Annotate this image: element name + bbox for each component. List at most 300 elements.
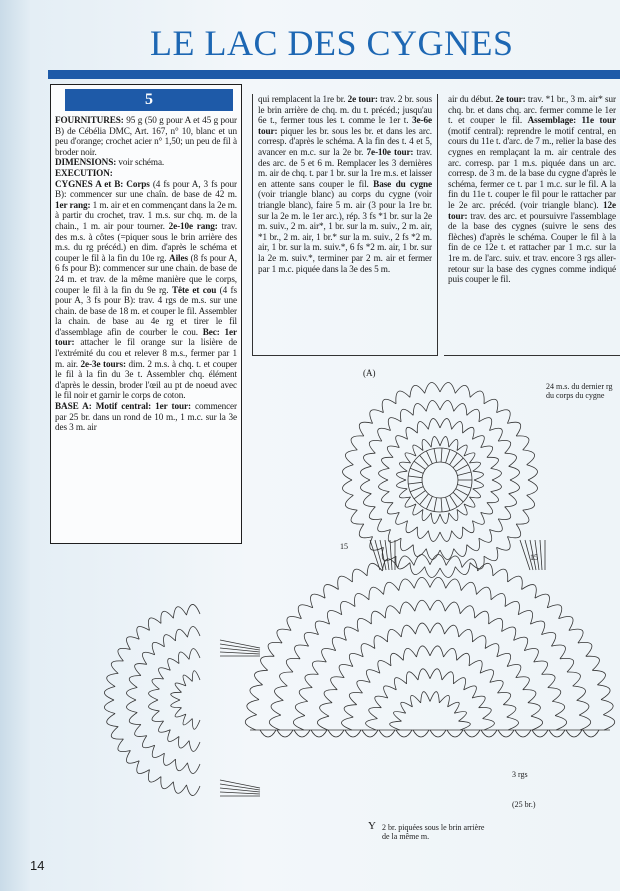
- motif-arc: [463, 427, 474, 439]
- diagram-number-right: 15: [530, 553, 538, 562]
- left-fan-arc: [192, 671, 200, 682]
- left-fan-arc: [118, 739, 131, 752]
- motif-arc: [505, 453, 517, 466]
- fan-arc: [293, 716, 305, 730]
- motif-arc: [343, 465, 354, 480]
- fan-arc: [317, 716, 329, 730]
- motif-arc: [467, 409, 480, 422]
- fan-arc: [371, 611, 385, 624]
- motif-arc: [509, 466, 520, 480]
- fan-arc: [286, 658, 300, 672]
- fan-arc: [315, 621, 329, 635]
- heading-body: CYGNES A et B: Corps: [55, 178, 150, 189]
- fan-arc: [459, 629, 473, 642]
- fan-arc: [459, 721, 471, 730]
- motif-stitch: [426, 451, 432, 464]
- fan-arc: [535, 594, 550, 608]
- fan-arc: [400, 602, 415, 614]
- text-row1: 1 m. air et en commençant dans la 2e m. à partir du crochet, trav. 1 m.s. sur chq. m. de la chain., 1 m. air pour tourner.: [55, 199, 237, 231]
- fan-arc: [430, 577, 446, 588]
- motif-arc: [369, 507, 382, 520]
- motif-arc: [382, 457, 394, 468]
- left-fan-arc: [183, 675, 192, 686]
- motif-stitch: [420, 455, 429, 466]
- fan-lower-arc: [532, 730, 548, 737]
- left-fan-arc: [126, 637, 139, 650]
- fan-arc: [269, 715, 281, 730]
- fan-arc: [374, 636, 388, 649]
- fan-arc: [552, 701, 564, 715]
- left-fan-arc: [148, 770, 161, 783]
- fan-arc: [514, 637, 528, 650]
- instructions-column-2: [252, 94, 438, 356]
- motif-arc: [396, 436, 408, 448]
- motif-stitch: [450, 495, 458, 507]
- fan-arc: [416, 623, 431, 634]
- left-fan-arc: [137, 761, 150, 774]
- fan-arc: [295, 645, 309, 659]
- motif-arc: [397, 480, 408, 489]
- fan-arc: [453, 678, 465, 690]
- heading-execution: EXECUTION:: [55, 167, 113, 178]
- motif-arc: [497, 410, 511, 424]
- fan-arc: [505, 601, 519, 614]
- connector-line: [520, 540, 530, 570]
- fan-arc: [478, 563, 493, 576]
- left-fan-arc: [104, 687, 115, 701]
- left-fan-arc: [129, 676, 141, 688]
- motif-arc: [400, 409, 413, 422]
- motif-arc: [410, 385, 425, 397]
- fan-arc: [445, 602, 460, 614]
- motif-arc: [490, 428, 503, 441]
- fan-arc: [430, 646, 444, 657]
- fan-arc: [261, 656, 275, 670]
- left-fan-arc: [149, 689, 160, 700]
- heading-col3-round2: 2e tour:: [495, 94, 526, 104]
- fan-arc: [577, 700, 589, 715]
- motif-arc: [481, 503, 493, 514]
- fan-arc: [414, 577, 430, 588]
- fan-lower-arc: [566, 730, 582, 737]
- connector-line: [385, 540, 389, 570]
- motif-arc: [491, 468, 502, 480]
- fan-arc: [277, 629, 291, 643]
- motif-arc: [426, 401, 440, 412]
- left-fan-arc: [192, 719, 200, 730]
- motif-arc: [363, 494, 375, 507]
- motif-arc: [388, 418, 401, 431]
- motif-arc: [473, 480, 484, 489]
- fan-arc: [344, 627, 358, 640]
- fan-arc: [384, 582, 399, 594]
- assembly-connectors: [220, 540, 545, 796]
- left-fan-arc: [164, 753, 176, 765]
- motif-arc: [472, 512, 484, 524]
- fan-arc: [516, 677, 530, 690]
- fan-arc: [446, 556, 462, 568]
- paragraph-col2-a: [258, 94, 432, 274]
- motif-arc: [399, 489, 410, 498]
- motif-arc: [440, 419, 452, 430]
- left-swan-fan: [104, 604, 200, 795]
- motif-arc: [422, 439, 431, 450]
- left-fan-arc: [175, 708, 186, 717]
- motif-arc: [406, 521, 417, 533]
- left-fan-arc: [126, 688, 137, 701]
- fan-lower-arc: [464, 730, 480, 737]
- motif-arc: [469, 489, 480, 498]
- motif-stitch: [434, 498, 437, 512]
- motif-arc: [449, 509, 458, 520]
- left-fan-arc: [187, 604, 201, 615]
- motif-arc: [498, 507, 511, 520]
- fan-arc: [469, 660, 482, 673]
- connector-line: [220, 648, 260, 652]
- fan-arc: [366, 719, 378, 730]
- fan-arc: [567, 672, 580, 686]
- text-head-neck: (4 fs pour A, 3 fs pour B): trav. 4 rgs de m.s. sur une chain. de base de 18 m. et couper le fil. Assembler la chain. de base au 4e rg et tirer le fil d'assemblage afin de courber le cou.: [55, 284, 237, 337]
- fan-arc: [507, 717, 519, 730]
- text-wings: (8 fs pour A, 6 fs pour B): commencer sur une chain. de base de 24 m. et trav. de la même manière que le corps, couper le fil à la fin du 9e rg.: [55, 252, 237, 295]
- swan-base-fan: [245, 555, 614, 737]
- fan-arc: [255, 670, 268, 685]
- fan-lower-arc: [515, 730, 531, 737]
- fan-arc: [332, 637, 346, 650]
- motif-arc: [490, 519, 503, 532]
- heading-rounds7-10: 7e-10e tour:: [366, 146, 414, 157]
- left-fan-arc: [142, 652, 154, 664]
- heading-rounds3-6: 3e-6e tour:: [258, 115, 432, 136]
- motif-arc: [410, 563, 425, 575]
- fan-arc: [324, 585, 339, 599]
- left-fan-arc: [135, 664, 147, 676]
- fan-arc: [355, 593, 369, 606]
- fan-arc: [503, 705, 516, 717]
- motif-stitch: [410, 487, 423, 492]
- left-fan-arc: [171, 700, 182, 708]
- motif-stitch: [408, 476, 422, 478]
- fan-arc: [390, 653, 403, 665]
- heading-base: BASE A: Motif central: 1er tour:: [55, 401, 191, 412]
- left-fan-arc: [173, 782, 186, 793]
- motif-arc: [469, 462, 480, 471]
- paragraph-supplies: [55, 115, 237, 157]
- heading-round2: 2e tour:: [347, 94, 378, 104]
- motif-arc: [370, 410, 384, 424]
- fan-arc: [603, 715, 614, 730]
- fan-lower-arc: [413, 730, 429, 737]
- text-rows2-10: trav. des m.s. à côtes (=piquer sous le brin arrière des m.s. du rg précéd.) en dim. d'après le schéma et couper le fil à la fin du 10e rg.: [55, 220, 238, 263]
- motif-stitch: [457, 472, 471, 476]
- motif-arc: [454, 545, 467, 557]
- motif-stitch: [426, 496, 432, 509]
- fan-arc: [480, 670, 493, 683]
- fan-arc: [421, 692, 430, 703]
- fan-arc: [457, 653, 470, 665]
- fan-arc: [247, 700, 259, 715]
- left-fan-arc: [188, 763, 201, 774]
- fan-arc: [523, 690, 536, 703]
- motif-arc: [484, 547, 498, 560]
- fan-arc: [430, 600, 445, 611]
- page-number: 14: [30, 858, 45, 873]
- motif-arc: [428, 419, 440, 430]
- left-fan-arc: [111, 661, 123, 674]
- fan-arc: [268, 642, 282, 656]
- fan-lower-arc: [583, 730, 599, 737]
- motif-arc: [425, 383, 440, 394]
- left-fan-arc: [187, 785, 201, 796]
- motif-arc: [378, 519, 391, 532]
- motif-stitch: [410, 468, 423, 473]
- left-fan-arc: [118, 648, 131, 661]
- fan-arc: [542, 674, 555, 687]
- fan-arc: [479, 708, 492, 719]
- text-beak-rounds: dim. 2 m.s. à chq. t. et couper le fil à la fin du 3e t. Assembler chq. élément d'après le dessin, broder l'œil au pt de noeud avec le fil noir et garnir le corps de coton.: [55, 358, 237, 401]
- fan-arc: [349, 653, 363, 666]
- fan-arc: [489, 618, 503, 631]
- motif-stitch: [456, 465, 468, 472]
- fan-arc: [502, 627, 516, 640]
- fan-arc: [528, 703, 540, 717]
- pattern-number-badge: 5: [65, 89, 233, 111]
- motif-arc: [487, 492, 499, 503]
- left-fan-arc: [188, 626, 201, 637]
- motif-arc: [396, 391, 410, 404]
- paragraph-col3-a: [448, 94, 616, 285]
- fan-arc: [385, 606, 400, 618]
- motif-arc: [417, 527, 428, 539]
- text-rounds7-10: trav. des arc. de 5 et 6 m. Remplacer les 3 dernières m. air de chq. t. par 1 br. sur la 1re m.s. et laisser en attente sans couper le fil.: [258, 146, 432, 189]
- motif-stitch: [434, 449, 437, 463]
- fan-arc: [369, 587, 384, 600]
- connector-line: [220, 788, 260, 792]
- motif-arc: [484, 399, 498, 412]
- motif-stitch: [453, 458, 463, 468]
- fan-arc: [444, 648, 457, 660]
- fan-arc: [406, 672, 418, 684]
- fan-arc: [454, 712, 466, 722]
- motif-arc: [509, 480, 520, 494]
- fan-arc: [530, 621, 544, 635]
- motif-arc: [343, 480, 354, 495]
- fan-lower-arc: [362, 730, 378, 737]
- motif-arc: [351, 436, 364, 450]
- fan-arc: [573, 686, 586, 700]
- central-motif-flower: [343, 383, 538, 578]
- motif-arc: [481, 446, 493, 457]
- text-body: (4 fs pour A, 3 fs pour B): commencer sur une chaîn. de base de 42 m.: [55, 178, 238, 200]
- fan-arc: [439, 695, 449, 707]
- heading-swan-base: Base du cygne: [373, 178, 432, 189]
- text-assembly: (motif central): reprendre le motif central, en cours du 11e t. d'arc. de 7 m., relier la base des cygnes en remplaçant la m. air centrale des arc. corresp. par 1 m.s. piquée dans un arc. corresp. de 3 m. de la base du cygne d'après le schéma, fermer ce t. par 1 m.c. sur le fil. A la fin du 11e t. couper le fil pour le rattacher par le 2e arc. précéd. (voir triangle blanc).: [448, 125, 616, 210]
- fan-arc: [305, 674, 318, 687]
- fan-arc: [344, 705, 357, 717]
- text-rounds3-6: piquer les br. sous les br. et dans les arc. corresp. d'après le schéma. A la fin des t. 4 et 5, avancer en m.c. sur la 2e br.: [258, 125, 432, 157]
- left-fan-arc: [179, 652, 190, 664]
- motif-arc: [467, 538, 480, 551]
- motif-arc: [428, 531, 440, 542]
- motif-arc: [413, 403, 426, 415]
- left-fan-arc: [161, 611, 174, 623]
- motif-arc: [399, 462, 410, 471]
- text-col3-round2: trav. *1 br., 3 m. air* sur chq. br. et dans chq. arc. fermer comme le 1er t. et couper le fil.: [448, 94, 616, 126]
- motif-arc: [473, 471, 484, 480]
- fan-arc: [331, 677, 345, 690]
- diagram-note-top: 24 m.s. du dernier rg du corps du cygne: [546, 382, 613, 400]
- motif-arc: [440, 437, 449, 448]
- fan-arc: [508, 576, 523, 589]
- fan-arc: [560, 658, 574, 672]
- motif-stitch: [414, 491, 425, 499]
- motif-arc: [359, 524, 372, 538]
- title-rule: [48, 70, 620, 79]
- fan-arc: [250, 685, 263, 700]
- fan-lower-arc: [396, 730, 412, 737]
- text-dimensions: voir schéma.: [118, 157, 165, 168]
- left-fan-arc: [104, 700, 115, 714]
- left-fan-arc: [179, 736, 190, 748]
- motif-arc: [397, 471, 408, 480]
- left-fan-arc: [176, 629, 188, 641]
- fan-arc: [472, 696, 485, 708]
- fan-lower-arc: [345, 730, 361, 737]
- fan-arc: [579, 715, 591, 730]
- motif-arc: [379, 480, 390, 492]
- left-fan-arc: [152, 679, 164, 690]
- fan-arc: [490, 680, 503, 693]
- fan-arc: [475, 611, 489, 624]
- motif-stitch: [420, 494, 429, 505]
- motif-stitch: [450, 453, 458, 465]
- text-base: commencer par 25 br. dans un rond de 10 m., 1 m.c. sur la 3e des 3 m. air: [55, 401, 237, 433]
- left-fan-arc: [111, 727, 123, 740]
- fan-arc: [369, 708, 382, 719]
- fan-lower-arc: [549, 730, 565, 737]
- motif-arc: [497, 537, 511, 551]
- motif-arc: [472, 436, 484, 448]
- motif-arc: [491, 480, 502, 492]
- fan-arc: [547, 605, 562, 619]
- motif-arc: [363, 453, 375, 466]
- left-fan-arc: [107, 673, 118, 686]
- motif-arc: [479, 418, 492, 431]
- connector-line: [370, 540, 380, 570]
- fan-arc: [448, 702, 460, 713]
- motif-arc: [382, 492, 394, 503]
- motif-arc: [440, 513, 449, 524]
- fan-arc: [298, 605, 313, 619]
- left-fan-arc: [148, 618, 161, 631]
- left-fan-arc: [161, 777, 174, 789]
- motif-stitch: [414, 461, 425, 469]
- left-fan-arc: [168, 659, 179, 671]
- fan-arc: [366, 670, 379, 683]
- left-fan-arc: [171, 692, 182, 700]
- fan-arc: [324, 690, 337, 703]
- left-fan-arc: [142, 736, 154, 748]
- fan-arc: [384, 686, 397, 698]
- text-col2-start: qui remplacent la 1re br.: [258, 94, 346, 104]
- fan-arc: [417, 646, 431, 657]
- fan-arc: [401, 625, 415, 637]
- fan-arc: [597, 685, 610, 700]
- motif-arc: [516, 436, 529, 450]
- motif-stitch: [446, 497, 450, 510]
- fan-arc: [518, 611, 532, 625]
- left-fan-arc: [159, 721, 171, 732]
- motif-stitch: [408, 482, 422, 484]
- heading-row1: 1er rang:: [55, 199, 91, 210]
- text-beak: attacher le fil orange sur la lisière de l'extrémité du cou et relever 8 m.s., fermer par 1 m. air.: [55, 337, 238, 369]
- fan-arc: [460, 606, 475, 618]
- fan-arc: [472, 636, 486, 649]
- heading-assembly: Assemblage: 11e tour: [527, 115, 616, 126]
- motif-arc: [431, 437, 440, 448]
- fan-arc: [476, 587, 491, 600]
- motif-arc: [369, 440, 382, 453]
- text-supplies: 95 g (50 g pour A et 45 g pour B) de Cébélia DMC, Art. 167, n° 10, blanc et un peu d'orange; crochet acier n° 1,50; un peu de fil à broder noir.: [55, 115, 237, 157]
- heading-beak: Bec: 1er tour:: [55, 326, 238, 348]
- left-fan-arc: [164, 635, 176, 647]
- fan-arc: [586, 656, 600, 670]
- left-fan-arc: [183, 714, 192, 725]
- fan-arc: [569, 629, 583, 643]
- legend-symbol: Y: [368, 820, 376, 832]
- motif-arc: [516, 510, 529, 524]
- fan-arc: [295, 701, 307, 715]
- motif-arc: [455, 385, 470, 397]
- motif-arc: [487, 457, 499, 468]
- left-fan-arc: [159, 668, 171, 679]
- fan-lower-arc: [379, 730, 395, 737]
- motif-arc: [425, 567, 440, 578]
- fan-arc: [497, 653, 511, 666]
- motif-arc: [440, 567, 455, 578]
- fan-arc: [548, 688, 561, 702]
- motif-arc: [455, 563, 470, 575]
- fan-lower-arc: [447, 730, 463, 737]
- connector-line: [220, 652, 260, 654]
- motif-stitch: [446, 450, 450, 463]
- fan-arc: [375, 696, 388, 708]
- text-col3-start: air du début.: [448, 94, 494, 104]
- fan-lower-arc: [311, 730, 327, 737]
- left-fan-arc: [126, 751, 139, 764]
- fan-arc: [287, 616, 301, 630]
- motif-arc: [505, 494, 517, 507]
- fan-arc: [415, 600, 430, 611]
- motif-arc: [382, 399, 396, 412]
- motif-arc: [378, 428, 391, 441]
- fan-arc: [304, 633, 318, 647]
- fan-arc: [280, 672, 293, 686]
- motif-arc: [345, 495, 357, 510]
- motif-arc: [523, 495, 535, 510]
- fan-arc: [378, 660, 391, 673]
- heading-wings: Ailes: [169, 252, 188, 263]
- connector-line: [220, 792, 260, 794]
- fan-arc: [275, 686, 288, 700]
- connector-line: [540, 540, 542, 570]
- fan-arc: [442, 672, 454, 684]
- heading-round12: 12e tour:: [448, 199, 616, 221]
- heading-rows2-10: 2e-10e rang:: [168, 220, 218, 231]
- diagram-count-label: (25 br.): [512, 800, 536, 809]
- legend-text: 2 br. piquées sous le brin arrière de la même m.: [382, 823, 485, 841]
- motif-arc: [345, 450, 357, 465]
